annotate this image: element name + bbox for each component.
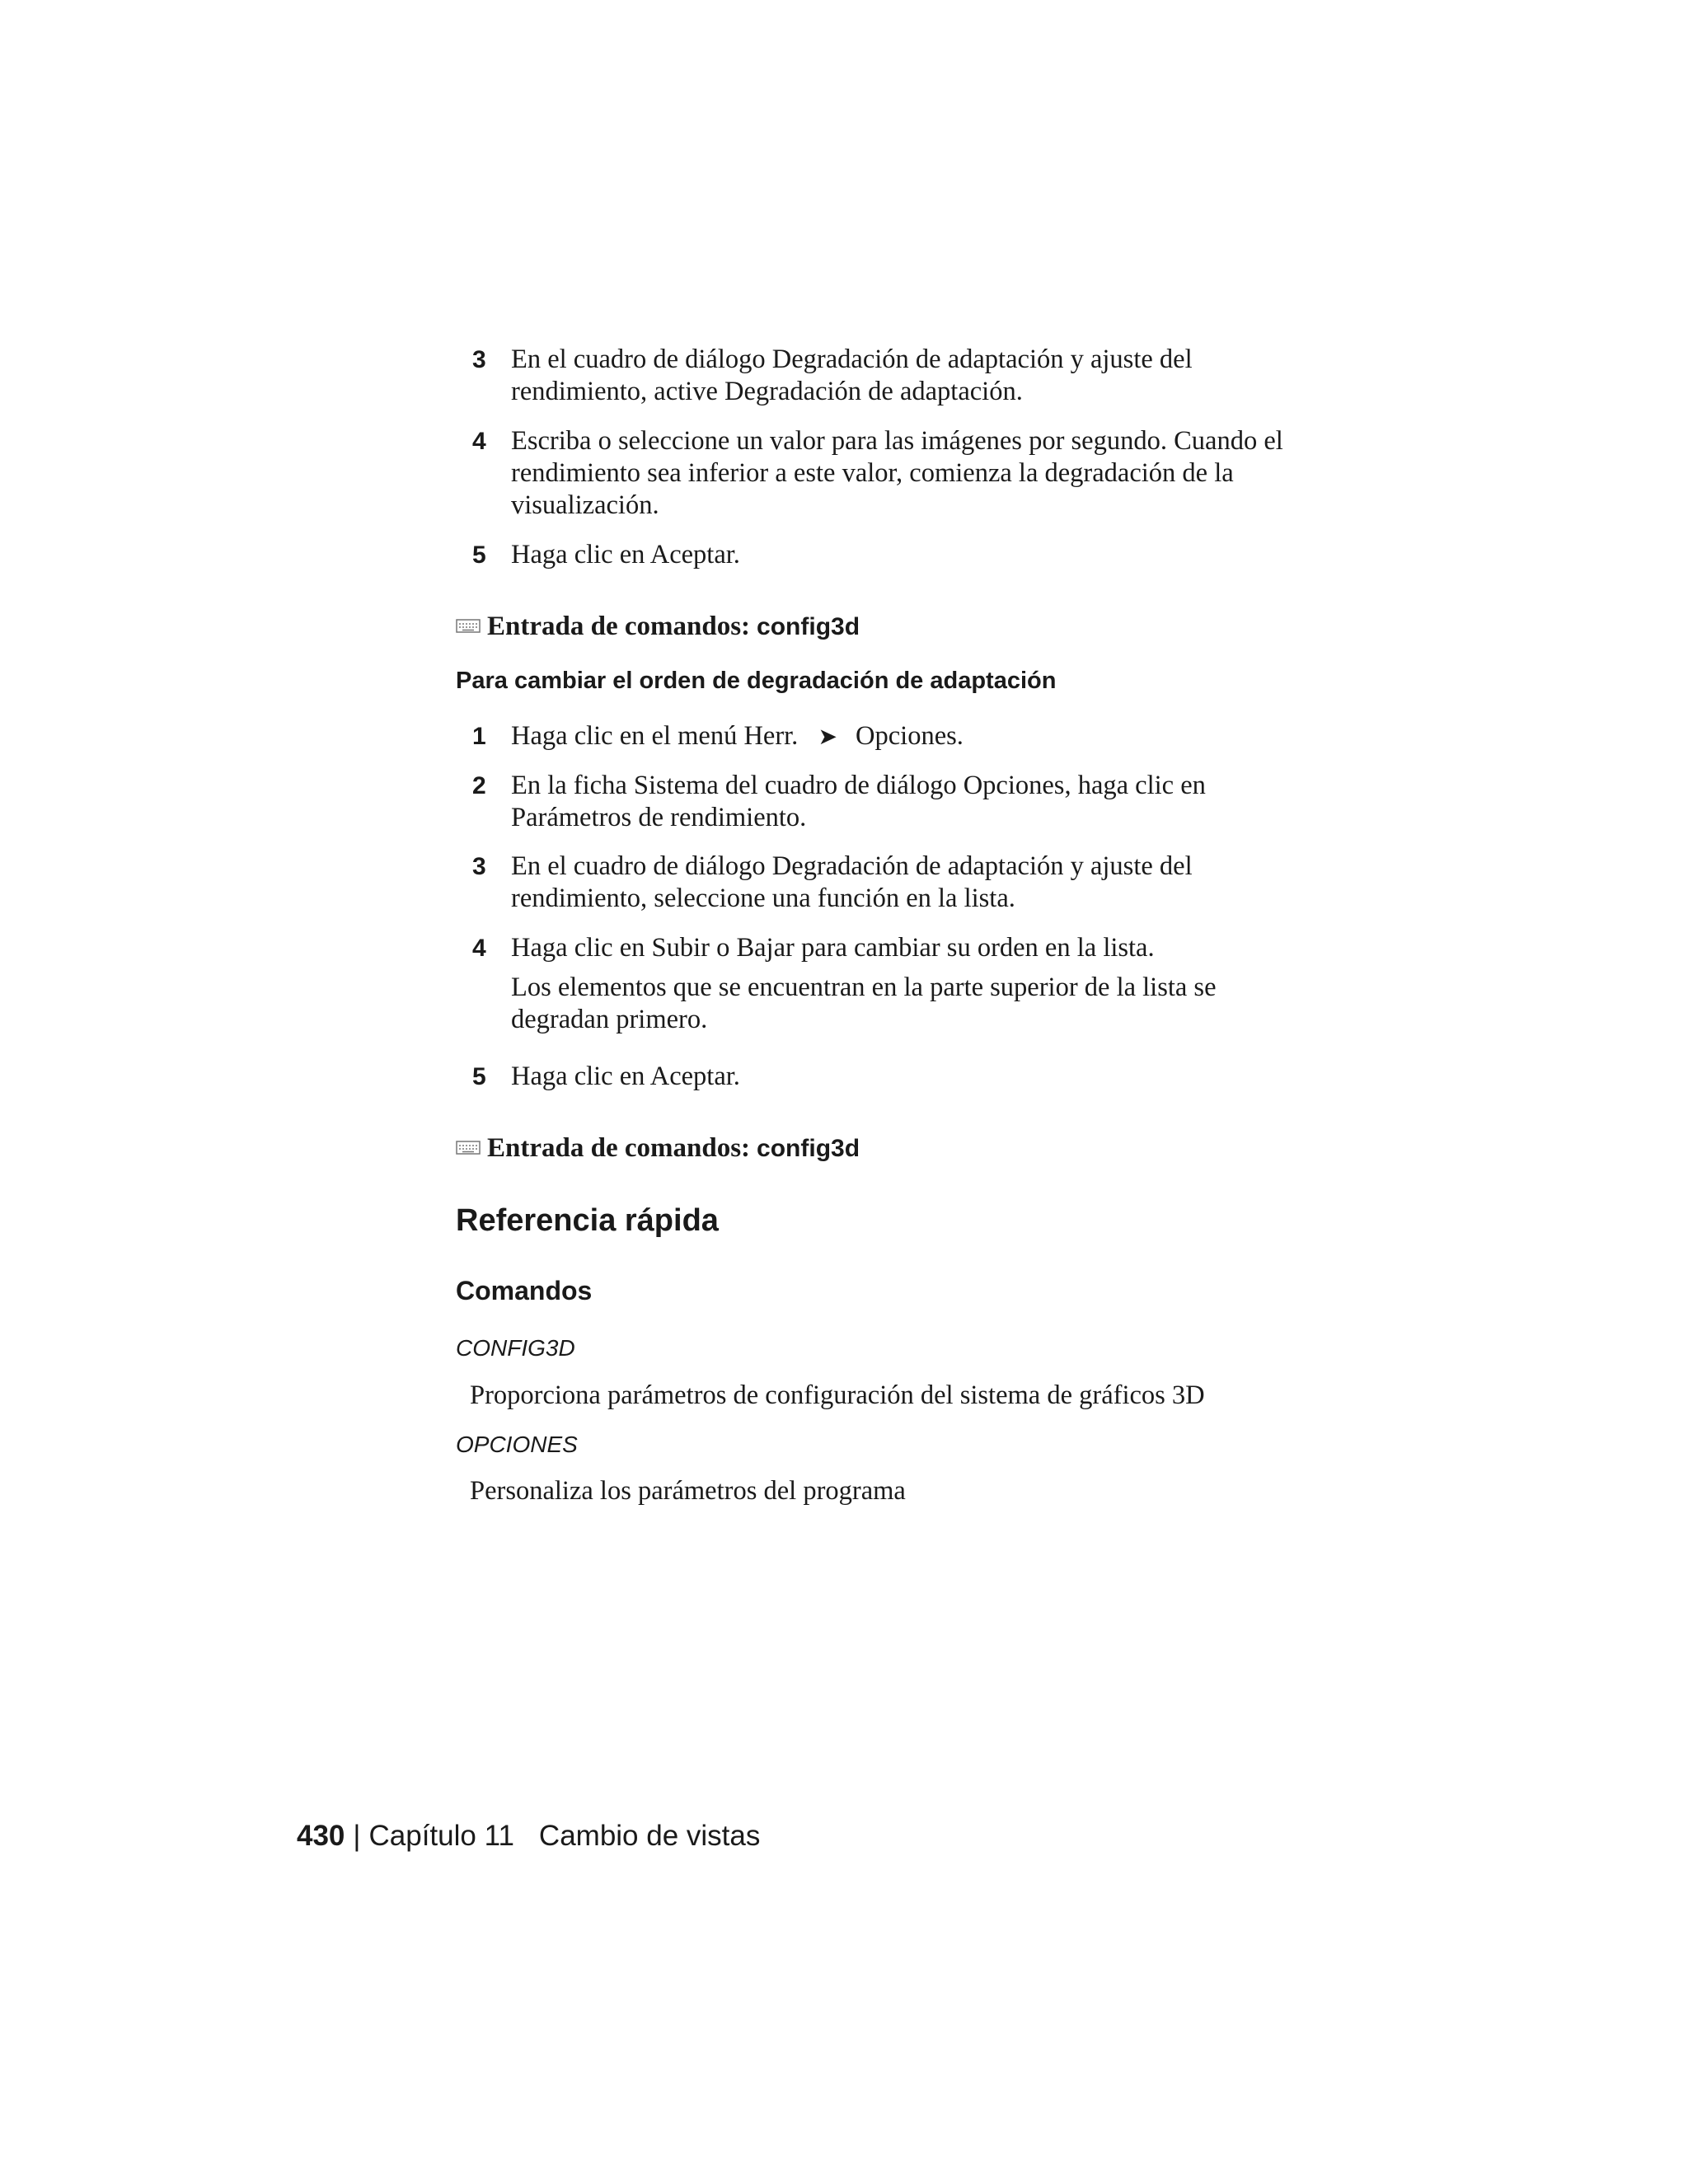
chapter-label: Capítulo 11 bbox=[368, 1820, 514, 1852]
step-item bbox=[456, 932, 1362, 1047]
subsection-title: Comandos bbox=[456, 1276, 593, 1305]
step-line: En la ficha Sistema del cuadro de diálogo Opciones, haga clic en bbox=[511, 771, 1206, 800]
menu-arrow-icon: ➤ bbox=[818, 723, 837, 750]
step-text bbox=[511, 539, 1352, 571]
command-description: Personaliza los parámetros del programa bbox=[470, 1476, 906, 1506]
command-name: CONFIG3D bbox=[456, 1335, 575, 1361]
command-entry-value: config3d bbox=[757, 1135, 860, 1162]
step-line: En el cuadro de diálogo Degradación de adaptación y ajuste del bbox=[511, 344, 1193, 374]
step-number: 2 bbox=[472, 772, 486, 799]
command-name: OPCIONES bbox=[456, 1432, 578, 1457]
step-note bbox=[511, 972, 1352, 1036]
chapter-title: Cambio de vistas bbox=[538, 1820, 761, 1852]
section-title: Referencia rápida bbox=[456, 1203, 719, 1238]
keyboard-icon bbox=[456, 1137, 481, 1169]
keyboard-icon bbox=[456, 615, 481, 648]
step-number: 5 bbox=[472, 1063, 486, 1090]
page-footer bbox=[297, 1820, 760, 1853]
step-item bbox=[456, 851, 1362, 916]
command-entry bbox=[456, 1132, 860, 1165]
step-line: Haga clic en Aceptar. bbox=[511, 1062, 740, 1091]
command-entry-value: config3d bbox=[757, 613, 860, 640]
step-item bbox=[456, 539, 1362, 572]
step-text bbox=[511, 932, 1352, 964]
step-text bbox=[511, 1061, 1352, 1093]
step-line: rendimiento sea inferior a este valor, comienza la degradación de la bbox=[511, 458, 1234, 488]
step-item bbox=[456, 770, 1362, 836]
command-entry-label: Entrada de comandos: bbox=[487, 612, 751, 641]
step-line: rendimiento, seleccione una función en la lista. bbox=[511, 883, 1015, 913]
step-number: 1 bbox=[472, 723, 486, 750]
footer-separator: | bbox=[353, 1820, 361, 1852]
step-text bbox=[511, 344, 1352, 408]
step-text bbox=[511, 770, 1352, 834]
step-line: Haga clic en Aceptar. bbox=[511, 540, 740, 569]
step-number: 5 bbox=[472, 541, 486, 569]
step-line: rendimiento, active Degradación de adaptación. bbox=[511, 377, 1023, 406]
step-line: Los elementos que se encuentran en la parte superior de la lista se bbox=[511, 972, 1217, 1002]
step-number: 4 bbox=[472, 428, 486, 455]
step-item bbox=[456, 1061, 1362, 1094]
step-text bbox=[511, 851, 1352, 915]
step-line: visualización. bbox=[511, 490, 659, 520]
step-text bbox=[511, 425, 1352, 522]
step-line: degradan primero. bbox=[511, 1005, 708, 1034]
step-line: Parámetros de rendimiento. bbox=[511, 803, 807, 832]
step-line: Opciones. bbox=[856, 721, 964, 751]
step-number: 3 bbox=[472, 346, 486, 373]
step-item bbox=[456, 425, 1362, 524]
step-line: Escriba o seleccione un valor para las imágenes por segundo. Cuando el bbox=[511, 426, 1283, 456]
step-number: 4 bbox=[472, 935, 486, 962]
page-number: 430 bbox=[297, 1820, 345, 1852]
step-item bbox=[456, 344, 1362, 410]
procedure-title: Para cambiar el orden de degradación de adaptación bbox=[456, 668, 1057, 694]
step-line: Haga clic en el menú Herr. bbox=[511, 721, 799, 751]
command-entry bbox=[456, 610, 860, 643]
step-item bbox=[456, 720, 1362, 753]
step-number: 3 bbox=[472, 853, 486, 880]
step-text bbox=[511, 720, 1352, 752]
command-entry-label: Entrada de comandos: bbox=[487, 1133, 751, 1163]
command-description: Proporciona parámetros de configuración del sistema de gráficos 3D bbox=[470, 1380, 1205, 1410]
step-line: En el cuadro de diálogo Degradación de adaptación y ajuste del bbox=[511, 851, 1193, 881]
step-line: Haga clic en Subir o Bajar para cambiar su orden en la lista. bbox=[511, 933, 1155, 963]
